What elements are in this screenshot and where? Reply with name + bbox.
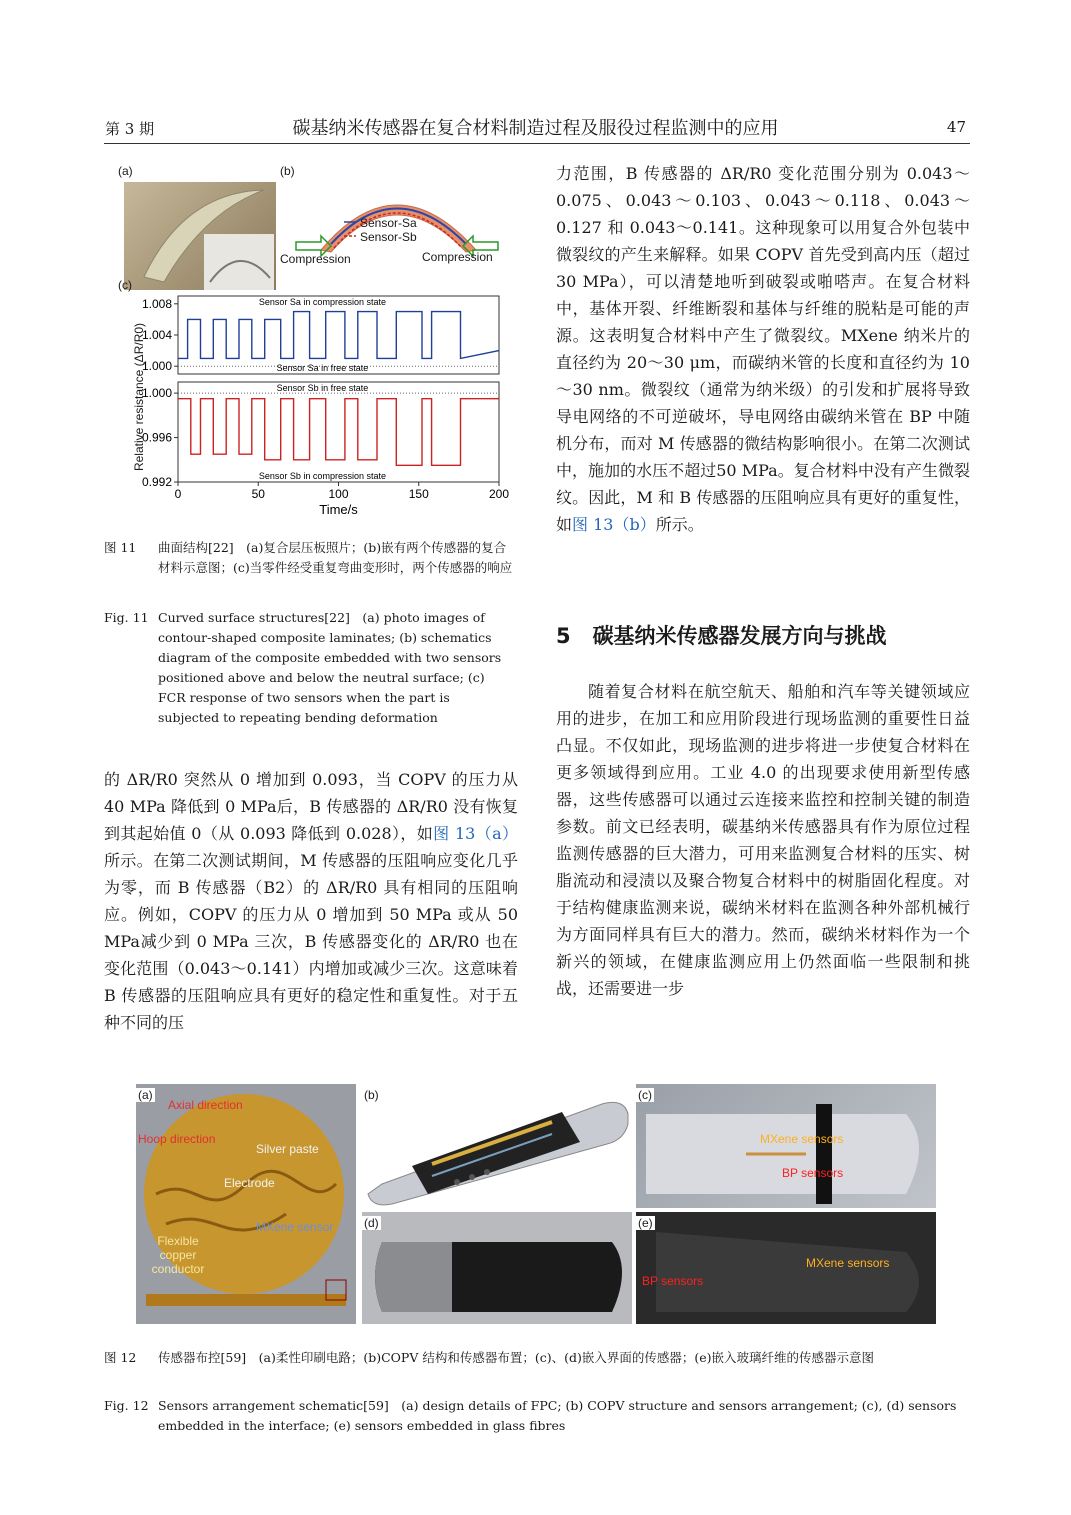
fig11-caption-cn bbox=[104, 538, 518, 578]
chart-annotation: Sensor Sb in free state bbox=[276, 383, 369, 393]
axial-direction-label: Axial direction bbox=[168, 1098, 243, 1112]
bp-sensors-label-c: BP sensors bbox=[782, 1166, 844, 1180]
legend-sensor-sa: Sensor-Sa bbox=[360, 216, 417, 230]
compression-right-label: Compression bbox=[422, 250, 493, 264]
fig12-panel-a-label: (a) bbox=[138, 1088, 153, 1102]
page-number: 47 bbox=[946, 118, 966, 136]
fig11-response-chart bbox=[104, 286, 518, 520]
compression-left-label: Compression bbox=[280, 252, 351, 266]
fig12-en-label: Fig. 12 bbox=[104, 1398, 149, 1413]
y-axis-label: Relative resistance (ΔR/R0) bbox=[132, 322, 146, 472]
series-line bbox=[178, 312, 499, 359]
right-column-top-text bbox=[556, 160, 970, 538]
mxene-sensors-label-e: MXene sensors bbox=[806, 1256, 890, 1270]
body-text: 力范围，B 传感器的 ΔR/R0 变化范围分别为 0.043～0.075、0.043～0.103、0.043～0.118、0.043～0.127 和 0.043～0.141。这种现象可以用复合外包装中微裂纹的产生来解释。如果 COPV 首先受到高内压（超过 30 MPa），可以清楚地听到破裂或啪嗒声。在复合材料中，基体开裂、纤维断裂和基体与纤维的脱粘是可能的声源。这表明复合材料中产生了微裂纹。MXene 纳米片的直径约为 20～30 μm，而碳纳米管的长度和直径约为 10～30 nm。微裂纹（通常为纳米级）的引发和扩展将导致导电网络的不可逆破坏，导电网络由碳纳米管在 BP 中随机分布，而对 M 传感器的微结构影响很小。在第二次测试中，施加的水压不超过50 MPa。复合材料中没有产生微裂纹。因此，M 和 B 传感器的压阻响应具有更好的重复性，如 bbox=[556, 164, 970, 534]
right-column-bottom-text bbox=[556, 678, 970, 1002]
section-number: 5 bbox=[556, 624, 571, 648]
y-tick-label: 1.000 bbox=[141, 359, 172, 374]
x-tick-label: 100 bbox=[328, 487, 349, 501]
fig11-en-text: Curved surface structures[22] (a) photo images of contour-shaped composite laminates; (b) schematics diagram of the composite embedded with two sensors positioned above and below the neutral surface; (c) FCR response of two sensors when the part is subjected to repeating bending deformation bbox=[158, 610, 502, 725]
fig12-panel-b-label: (b) bbox=[364, 1088, 379, 1102]
fig11-cn-text: 曲面结构[22] (a)复合层压板照片；(b)嵌有两个传感器的复合材料示意图；(c)当零件经受重复弯曲变形时，两个传感器的响应 bbox=[158, 540, 513, 575]
fig12-en-text: Sensors arrangement schematic[59] (a) design details of FPC; (b) COPV structure and sensors arrangement; (c), (d) sensors embedded in the interface; (e) sensors embedded in glass fibres bbox=[158, 1398, 957, 1433]
mxene-sensors-label-c: MXene sensors bbox=[760, 1132, 844, 1146]
x-tick-label: 0 bbox=[174, 487, 182, 501]
body-text: 的 ΔR/R0 突然从 0 增加到 0.093，当 COPV 的压力从 40 MPa 降低到 0 MPa后，B 传感器的 ΔR/R0 没有恢复到其起始值 0（从 0.093 降低到 0.028），如 bbox=[104, 770, 518, 843]
fig12-copv-schematic bbox=[362, 1084, 632, 1208]
chart-annotation: Sensor Sb in compression state bbox=[258, 471, 386, 481]
fig11-en-label: Fig. 11 bbox=[104, 610, 149, 625]
fig12-photo-e bbox=[636, 1212, 936, 1324]
fig12-cn-label: 图 12 bbox=[104, 1350, 137, 1365]
hoop-direction-label: Hoop direction bbox=[138, 1132, 216, 1146]
fig12-cn-text: 传感器布控[59] (a)柔性印刷电路；(b)COPV 结构和传感器布置；(c)、(d)嵌入界面的传感器；(e)嵌入玻璃纤维的传感器示意图 bbox=[158, 1350, 875, 1365]
vessel-e-icon bbox=[636, 1212, 936, 1324]
flexible-copper-label: Flexible copper conductor bbox=[151, 1234, 205, 1276]
y-tick-label: 1.004 bbox=[141, 328, 172, 342]
fig12-panel-c-label: (c) bbox=[638, 1088, 652, 1102]
header-rule bbox=[104, 143, 970, 144]
bp-sensors-label-e: BP sensors bbox=[642, 1274, 704, 1288]
fig12-panel-e-label: (e) bbox=[638, 1216, 653, 1230]
fpc-circuit-icon bbox=[136, 1084, 356, 1324]
section-5-heading bbox=[556, 620, 970, 650]
figure-12 bbox=[136, 1084, 938, 1324]
fig11-caption-en bbox=[104, 608, 518, 728]
y-tick-label: 0.992 bbox=[141, 475, 172, 489]
electrode-label: Electrode bbox=[224, 1176, 275, 1190]
fig12-panel-d-label: (d) bbox=[364, 1216, 379, 1230]
fig12-caption-cn bbox=[104, 1348, 970, 1368]
legend-sensor-sb: Sensor-Sb bbox=[360, 230, 417, 244]
fig12-photo-c bbox=[636, 1084, 936, 1208]
laminate-shape-icon bbox=[124, 182, 276, 290]
chart-annotation: Sensor Sa in free state bbox=[276, 363, 369, 373]
silver-paste-label: Silver paste bbox=[256, 1142, 319, 1156]
fig11-panel-a-label: (a) bbox=[118, 164, 133, 178]
body-text: 所示。在第二次测试期间，M 传感器的压阻响应变化几乎为零，而 B 传感器（B2）的 ΔR/R0 具有相同的压阻响应。例如，COPV 的压力从 0 增加到 50 MPa 或从 50 MPa减少到 0 MPa 三次，B 传感器变化的 ΔR/R0 也在变化范围（0.043～0.141）内增加或减少三次。这意味着 B 传感器的压阻响应具有更好的稳定性和重复性。对于五种不同的压 bbox=[104, 851, 518, 1032]
fig13b-link[interactable]: 图 13（b） bbox=[572, 515, 656, 534]
section-title: 碳基纳米传感器发展方向与挑战 bbox=[592, 624, 887, 648]
x-tick-label: 150 bbox=[408, 487, 429, 501]
figure-11 bbox=[104, 160, 518, 520]
vessel-c-icon bbox=[636, 1084, 936, 1208]
x-tick-label: 50 bbox=[251, 487, 265, 501]
vessel-d-icon bbox=[362, 1212, 632, 1324]
fig11-photo-laminate bbox=[124, 182, 276, 290]
body-text: 所示。 bbox=[655, 515, 704, 534]
x-tick-label: 200 bbox=[488, 487, 510, 501]
fig12-caption-en bbox=[104, 1396, 970, 1436]
fig13a-link[interactable]: 图 13（a） bbox=[433, 824, 518, 843]
fig11-panel-b-label: (b) bbox=[280, 164, 295, 178]
running-title: 碳基纳米传感器在复合材料制造过程及服役过程监测中的应用 bbox=[292, 118, 779, 139]
fig11-cn-label: 图 11 bbox=[104, 540, 137, 555]
x-axis-label: Time/s bbox=[319, 502, 358, 517]
copv-vessel-icon bbox=[362, 1084, 632, 1208]
series-line bbox=[178, 399, 499, 466]
body-text: 随着复合材料在航空航天、船舶和汽车等关键领域应用的进步，在加工和应用阶段进行现场监测的重要性日益凸显。不仅如此，现场监测的进步将进一步使复合材料在更多领域得到应用。工业 4.0 的出现要求使用新型传感器，这些传感器可以通过云连接来监控和控制关键的制造参数。前文已经表明，碳基纳米传感器具有作为原位过程监测传感器的巨大潜力，可用来监测复合材料的压实、树脂流动和浸渍以及聚合物复合材料中的树脂固化程度。对于结构健康监测来说，碳纳米材料在监测各种外部机械行为方面同样具有巨大的潜力。然而，碳纳米材料作为一个新兴的领域，在健康监测应用上仍然面临一些限制和挑战，还需要进一步 bbox=[556, 682, 970, 998]
journal-issue: 第 3 期 bbox=[105, 120, 155, 138]
chart-annotation: Sensor Sa in compression state bbox=[258, 297, 386, 307]
mxene-sensor-label: MXene sensor bbox=[256, 1220, 334, 1234]
left-column-text bbox=[104, 766, 518, 1036]
y-tick-label: 1.008 bbox=[141, 296, 172, 311]
fig11-panel-c-label: (c) bbox=[118, 278, 132, 292]
fig12-fpc-photo bbox=[136, 1084, 356, 1324]
y-tick-label: 0.996 bbox=[141, 430, 172, 445]
y-tick-label: 1.000 bbox=[141, 386, 172, 401]
fig12-photo-d bbox=[362, 1212, 632, 1324]
